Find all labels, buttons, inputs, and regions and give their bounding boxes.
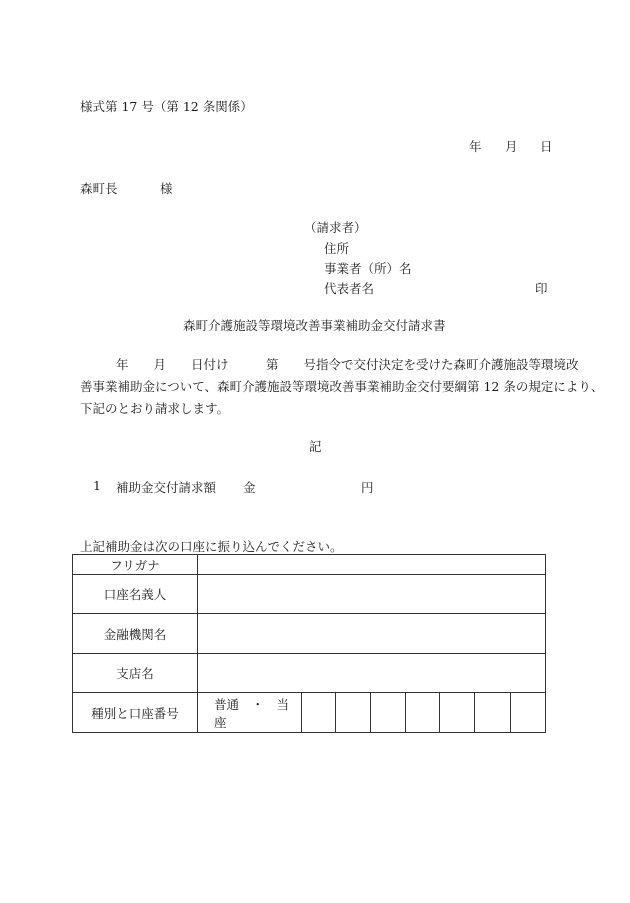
holder-field[interactable] xyxy=(198,575,546,614)
account-digit-box[interactable] xyxy=(511,693,546,733)
branch-label: 支店名 xyxy=(73,654,198,693)
account-digit-box[interactable] xyxy=(336,693,371,733)
body-line-1: 年 月 日付け 第 号指令で交付決定を受けた森町介護施設等環境改 xyxy=(116,357,579,372)
account-digit-box[interactable] xyxy=(406,693,440,733)
holder-label: 口座名義人 xyxy=(73,575,198,614)
item-suffix: 円 xyxy=(361,480,374,495)
branch-field[interactable] xyxy=(198,654,546,693)
seal-mark: 印 xyxy=(535,281,548,296)
body-line-3: 下記のとおり請求します。 xyxy=(80,401,230,416)
ki-heading: 記 xyxy=(309,439,322,454)
addressee-honorific: 様 xyxy=(160,181,173,196)
furigana-field[interactable] xyxy=(198,555,546,575)
item-prefix: 金 xyxy=(243,480,256,495)
account-table xyxy=(72,554,546,733)
furigana-label: フリガナ xyxy=(73,555,198,575)
transfer-note: 上記補助金は次の口座に振り込んでください。 xyxy=(80,539,343,554)
account-type-options[interactable]: 普通 ・ 当座 xyxy=(198,693,302,733)
addressee-name: 森町長 xyxy=(80,181,118,196)
date-year: 年 xyxy=(469,139,482,154)
account-digit-box[interactable] xyxy=(440,693,475,733)
requester-address: 住所 xyxy=(324,241,350,256)
bank-label: 金融機関名 xyxy=(73,614,198,654)
document-title: 森町介護施設等環境改善事業補助金交付請求書 xyxy=(183,318,446,333)
date-day: 日 xyxy=(540,139,553,154)
account-digit-box[interactable] xyxy=(371,693,406,733)
account-digit-box[interactable] xyxy=(302,693,336,733)
requester-business: 事業者（所）名 xyxy=(324,261,412,276)
requester-heading: （請求者） xyxy=(304,220,367,235)
bank-field[interactable] xyxy=(198,614,546,654)
item-label: 補助金交付請求額 xyxy=(116,480,217,495)
date-month: 月 xyxy=(505,139,518,154)
account-digit-box[interactable] xyxy=(475,693,511,733)
body-line-2: 善事業補助金について、森町介護施設等環境改善事業補助金交付要綱第 12 条の規定により、 xyxy=(80,379,604,394)
requester-representative: 代表者名 xyxy=(324,281,375,296)
type-number-label: 種別と口座番号 xyxy=(73,693,198,733)
item-number: 1 xyxy=(93,478,101,493)
form-number: 様式第 17 号（第 12 条関係） xyxy=(80,99,253,114)
